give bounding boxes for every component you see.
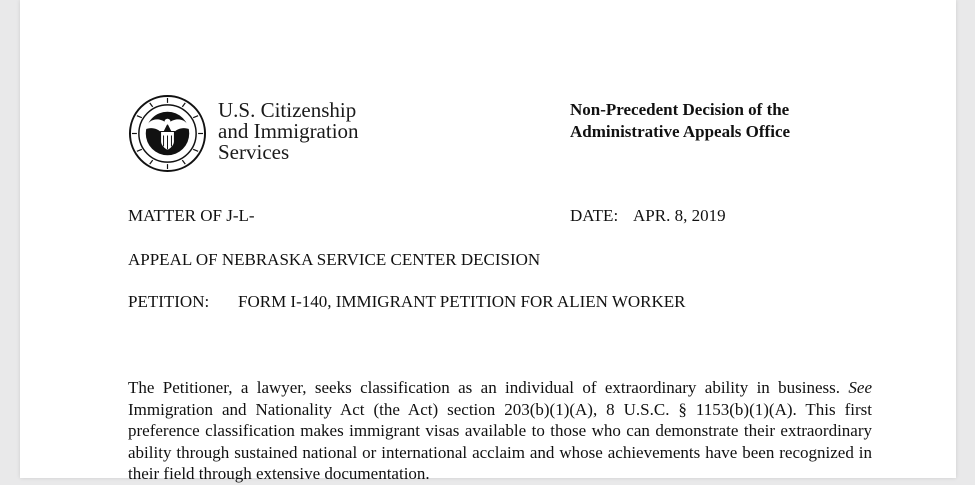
document-page: [20, 0, 956, 483]
date-label: DATE:: [570, 206, 619, 225]
date-value: APR. 8, 2019: [633, 206, 726, 225]
matter-line: MATTER OF J-L-: [128, 206, 255, 225]
dhs-seal-icon: [128, 94, 207, 173]
appeal-line: APPEAL OF NEBRASKA SERVICE CENTER DECISION: [128, 250, 541, 269]
body-text-part2: Immigration and Nationality Act (the Act) section 203(b)(1)(A), 8 U.S.C. § 1153(b)(1)(A). This first preference classification makes immigrant visas available to those who can demonstrate their extraordinary ability through sustained national or international acclaim and whose achievements have been recognized in their field through extensive documentation.: [128, 399, 872, 483]
see-citation: See: [848, 378, 872, 397]
decision-title: Non-Precedent Decision of the Administrative Appeals Office: [570, 100, 791, 141]
agency-header: [128, 94, 428, 174]
petition-value: FORM I-140, IMMIGRANT PETITION FOR ALIEN WORKER: [238, 292, 686, 311]
agency-name: U.S. Citizenship and Immigration Services: [218, 98, 359, 164]
petition-label: PETITION:: [128, 292, 210, 311]
body-paragraph: [128, 377, 872, 485]
body-text-part1: The Petitioner, a lawyer, seeks classification as an individual of extraordinary ability in business.: [128, 378, 841, 397]
